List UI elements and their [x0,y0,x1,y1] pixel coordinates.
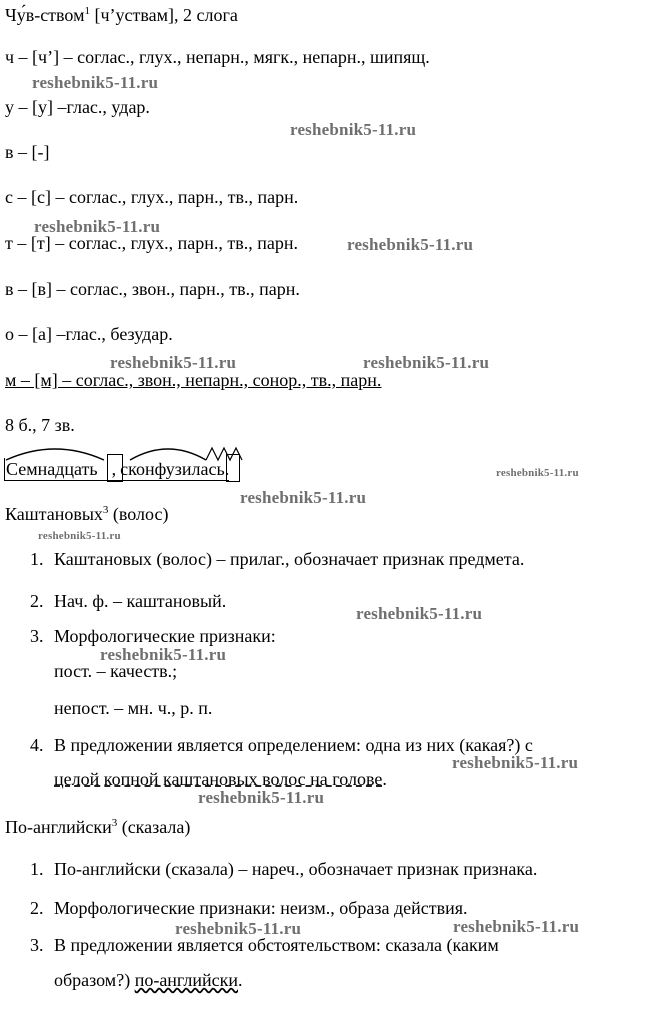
morphemic-word-2: сконфузилась. [120,459,230,479]
list-number: 3. [30,935,44,955]
morphemic-parse [4,458,229,481]
watermark: reshebnik5-11.ru [240,488,367,507]
list-subitem: непост. – мн. ч., р. п. [54,698,213,718]
list-number: 1. [30,549,44,569]
section2-word: По-английски [5,817,112,837]
underlined-phrase: целой копной каштановых волос на голове [54,769,383,789]
list-item [30,625,276,647]
section2-context: (сказала) [117,817,191,837]
list-item-continuation [54,768,387,790]
section-title-1 [5,503,168,525]
list-item [30,897,468,919]
phonetic-line: м – [м] – соглас., звон., непарн., сонор., тв., парн. [5,370,382,390]
phonetic-line: т – [т] – соглас., глух., парн., тв., парн. [5,233,298,253]
list-item [30,548,524,570]
watermark: reshebnik5-11.ru [110,353,237,372]
list-text: По-английски (сказала) – нареч., обозначает признак признака. [54,859,538,879]
morphemic-comma: , [111,459,117,479]
continuation-text: образом?) [54,970,135,990]
watermark: reshebnik5-11.ru [356,604,483,623]
section2-footnote: 3 [111,817,118,829]
list-number: 4. [30,735,44,755]
list-item [30,590,226,612]
section1-footnote: 3 [102,504,109,516]
watermark: reshebnik5-11.ru [347,235,474,254]
list-item-continuation [54,969,243,991]
section1-context: (волос) [108,504,169,524]
list-number: 1. [30,859,44,879]
list-number: 2. [30,898,44,918]
section1-word: Каштановых [5,504,103,524]
watermark: reshebnik5-11.ru [175,919,302,938]
list-subitem: пост. – качеств.; [54,661,178,681]
list-number: 2. [30,591,44,611]
watermark: reshebnik5-11.ru [34,217,161,236]
phonetic-line: у – [у] –глас., удар. [5,97,150,117]
heading-footnote: 1 [84,5,90,17]
watermark: reshebnik5-11.ru [363,353,490,372]
watermark: reshebnik5-11.ru [453,917,580,936]
period: . [238,970,243,990]
period: . [382,769,387,789]
phonetic-line: с – [с] – соглас., глух., парн., тв., парн. [5,187,299,207]
heading-transcription: [ч’уствам], 2 слога [89,5,238,25]
watermark: reshebnik5-11.ru [290,120,417,139]
watermark: reshebnik5-11.ru [32,73,159,92]
watermark: reshebnik5-11.ru [452,753,579,772]
list-number: 3. [30,626,44,646]
watermark: reshebnik5-11.ru [496,467,579,479]
phonetic-line: ч – [ч’] – соглас., глух., непарн., мягк., непарн., шипящ. [5,47,430,67]
list-text: В предложении является обстоятельством: сказала (каким [54,935,499,955]
section-title-2 [5,816,190,838]
list-text: Нач. ф. – каштановый. [54,591,227,611]
phonetic-line: в – [-] [5,142,50,162]
sound-count: 8 б., 7 зв. [5,415,75,435]
watermark: reshebnik5-11.ru [100,645,227,664]
list-text: Морфологические признаки: [54,626,276,646]
phonetic-line: о – [а] –глас., безудар. [5,324,173,344]
list-text: Каштановых (волос) – прилаг., обозначает признак предмета. [54,549,525,569]
watermark: reshebnik5-11.ru [38,530,121,542]
word-heading [5,4,238,26]
phonetic-line: в – [в] – соглас., звон., парн., тв., парн. [5,279,300,299]
watermark: reshebnik5-11.ru [198,788,325,807]
list-item [30,858,537,880]
list-text: В предложении является определением: одна из них (какая?) с [54,735,533,755]
underlined-word: по-английски [134,970,239,990]
morphemic-word-1: Семнадцать [6,459,98,479]
list-text: Морфологические признаки: неизм., образа действия. [54,898,468,918]
heading-word: Чу́в-ством [5,5,85,25]
